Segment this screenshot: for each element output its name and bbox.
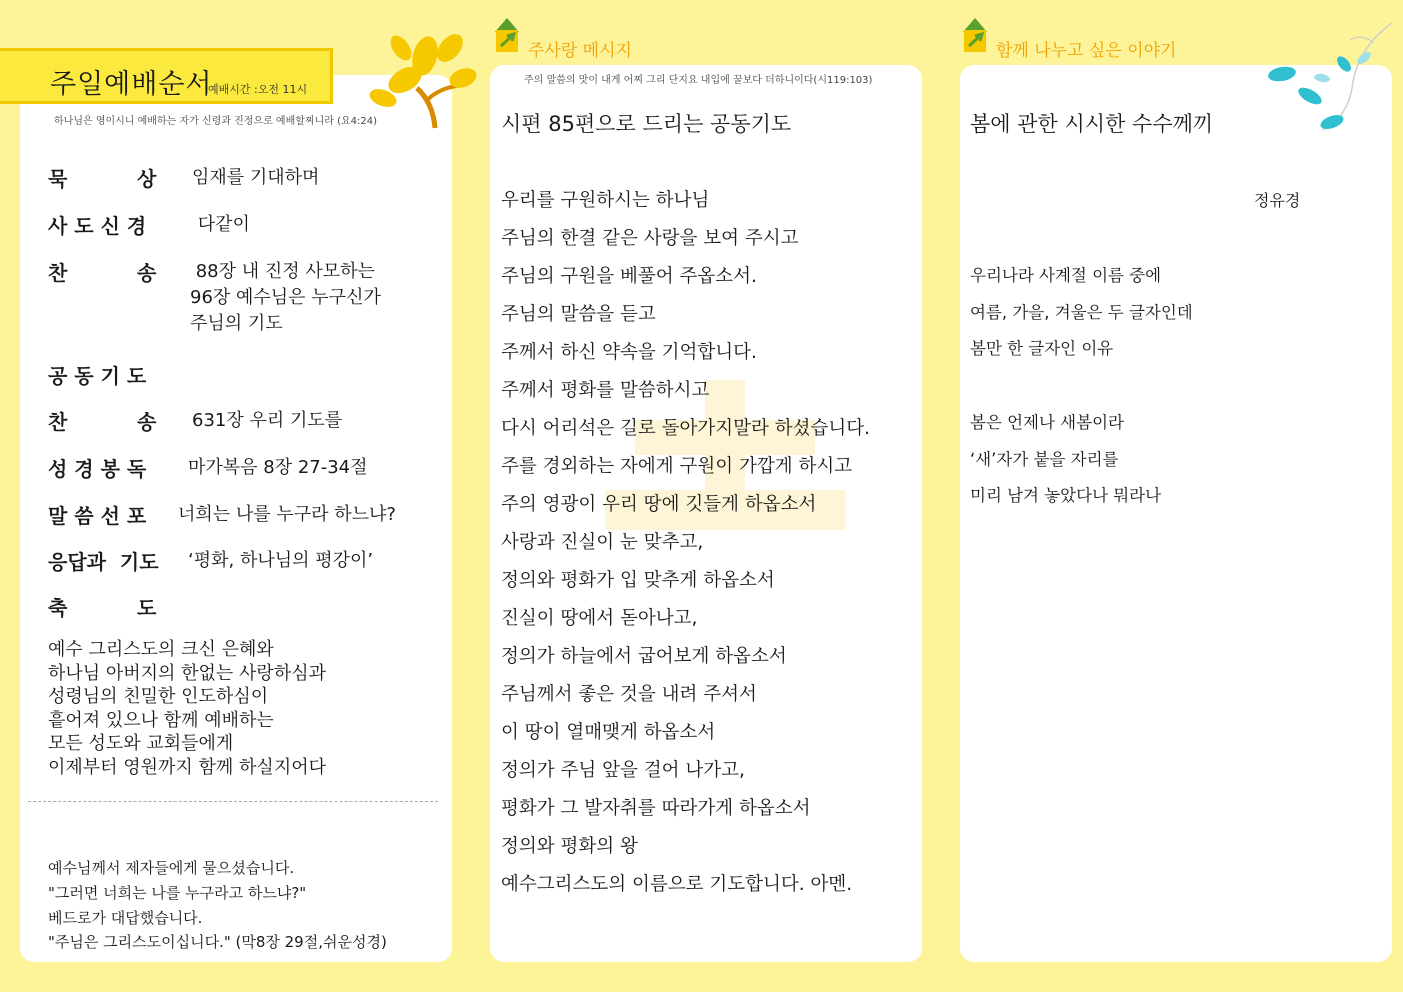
bulletin-title: 주일예배순서 bbox=[50, 69, 213, 100]
order-label: 묵 상 bbox=[48, 167, 157, 191]
worship-time: 예배시간 :오전 11시 bbox=[208, 83, 308, 96]
order-label: 축 도 bbox=[48, 596, 157, 620]
worship-verse: 하나님은 영이시니 예배하는 자가 신령과 진정으로 예배할찌니라 (요4:24) bbox=[54, 116, 377, 127]
order-label: 공 동 기 도 bbox=[48, 364, 147, 388]
quote-line: 예수님께서 제자들에게 물으셨습니다. bbox=[48, 859, 295, 877]
story-text bbox=[970, 258, 1193, 515]
prayer-line: 정의가 하늘에서 굽어보게 하옵소서 bbox=[501, 646, 787, 667]
prayer-line: 주께서 하신 약속을 기억합니다. bbox=[501, 342, 757, 363]
prayer-line: 정의와 평화가 입 맞추게 하옵소서 bbox=[501, 570, 775, 591]
prayer-line: 사랑과 진실이 눈 맞추고, bbox=[501, 532, 704, 553]
prayer-line: 정의와 평화의 왕 bbox=[501, 836, 638, 857]
order-label: 말 씀 선 포 bbox=[48, 504, 147, 528]
order-label: 찬 송 bbox=[48, 410, 157, 434]
benediction-line: 예수 그리스도의 크신 은혜와 bbox=[48, 639, 274, 660]
prayer-line: 우리를 구원하시는 하나님 bbox=[501, 190, 710, 211]
order-value: 다같이 bbox=[192, 214, 250, 235]
prayer-line: 진실이 땅에서 돋아나고, bbox=[501, 608, 698, 629]
order-label: 찬 송 bbox=[48, 261, 157, 285]
message-header: 주사랑 메시지 bbox=[528, 41, 632, 61]
story-line: 여름, 가을, 겨울은 두 글자인데 bbox=[970, 302, 1193, 322]
prayer-line: 주님의 구원을 베풀어 주옵소서. bbox=[501, 266, 757, 287]
prayer-title: 시편 85편으로 드리는 공동기도 bbox=[501, 112, 792, 136]
order-label: 사 도 신 경 bbox=[48, 214, 147, 238]
benediction-line: 하나님 아버지의 한없는 사랑하심과 bbox=[48, 662, 326, 684]
order-value: 마가복음 8장 27-34절 bbox=[188, 457, 368, 478]
scripture-quote bbox=[48, 856, 387, 955]
order-label: 성 경 봉 독 bbox=[48, 457, 147, 481]
tree-leaves-icon bbox=[365, 28, 480, 133]
story-title: 봄에 관한 시시한 수수께끼 bbox=[970, 112, 1214, 136]
benediction-line: 성령님의 친밀한 인도하심이 bbox=[48, 686, 269, 707]
story-line: ‘새’자가 붙을 자리를 bbox=[970, 449, 1119, 469]
prayer-line: 주의 영광이 우리 땅에 깃들게 하옵소서 bbox=[501, 494, 817, 515]
story-line: 봄만 한 글자인 이유 bbox=[970, 339, 1114, 359]
story-line: 우리나라 사계절 이름 중에 bbox=[970, 266, 1162, 285]
prayer-line: 주님의 말씀을 듣고 bbox=[501, 304, 656, 325]
benediction-text bbox=[48, 638, 326, 779]
benediction-line: 흩어져 있으나 함께 예배하는 bbox=[48, 709, 274, 731]
order-value: 임재를 기대하며 bbox=[192, 167, 320, 188]
section-badge-icon bbox=[960, 12, 990, 56]
dashed-divider bbox=[28, 801, 438, 802]
quote-line: "주님은 그리스도이십니다." (막8장 29절,쉬운성경) bbox=[48, 933, 387, 952]
prayer-line: 예수그리스도의 이름으로 기도합니다. 아멘. bbox=[501, 874, 853, 895]
story-author: 정유경 bbox=[1254, 191, 1301, 210]
quote-line: "그러면 너희는 나를 누구라고 하느냐?" bbox=[48, 883, 307, 902]
order-value: ‘평화, 하나님의 평강이’ bbox=[188, 550, 374, 571]
section-badge-icon bbox=[492, 12, 522, 56]
prayer-line: 주님께서 좋은 것을 내려 주셔서 bbox=[501, 684, 757, 705]
prayer-line: 다시 어리석은 길로 돌아가지말라 하셨습니다. bbox=[501, 418, 870, 439]
prayer-line: 평화가 그 발자취를 따라가게 하옵소서 bbox=[501, 798, 811, 819]
benediction-line: 이제부터 영원까지 함께 하실지어다 bbox=[48, 756, 326, 778]
order-label: 응답과 기도 bbox=[48, 550, 159, 574]
story-line: 미리 남겨 놓았다나 뭐라나 bbox=[970, 486, 1162, 506]
story-line: 봄은 언제나 새봄이라 bbox=[970, 412, 1124, 432]
quote-line: 베드로가 대답했습니다. bbox=[48, 908, 203, 927]
floral-ornament-icon bbox=[1262, 18, 1397, 136]
prayer-line: 주께서 평화를 말씀하시고 bbox=[501, 380, 710, 401]
prayer-line: 이 땅이 열매맺게 하옵소서 bbox=[501, 722, 716, 743]
story-header: 함께 나누고 싶은 이야기 bbox=[996, 41, 1177, 61]
order-value: 너희는 나를 누구라 하느냐? bbox=[178, 504, 396, 525]
order-value: 631장 우리 기도를 bbox=[192, 410, 343, 431]
prayer-line: 주를 경외하는 자에게 구원이 가깝게 하시고 bbox=[501, 456, 853, 477]
message-verse: 주의 말씀의 맛이 내게 어찌 그리 단지요 내입에 꿀보다 더하니이다(시119:103) bbox=[524, 75, 873, 86]
prayer-line: 주님의 한결 같은 사랑을 보여 주시고 bbox=[501, 228, 799, 249]
story-line bbox=[970, 368, 1193, 405]
order-value: 88장 내 진정 사모하는 96장 예수님은 누구신가 주님의 기도 bbox=[190, 261, 381, 334]
prayer-text bbox=[501, 182, 870, 904]
benediction-line: 모든 성도와 교회들에게 bbox=[48, 733, 234, 754]
prayer-line: 정의가 주님 앞을 걸어 나가고, bbox=[501, 760, 745, 781]
